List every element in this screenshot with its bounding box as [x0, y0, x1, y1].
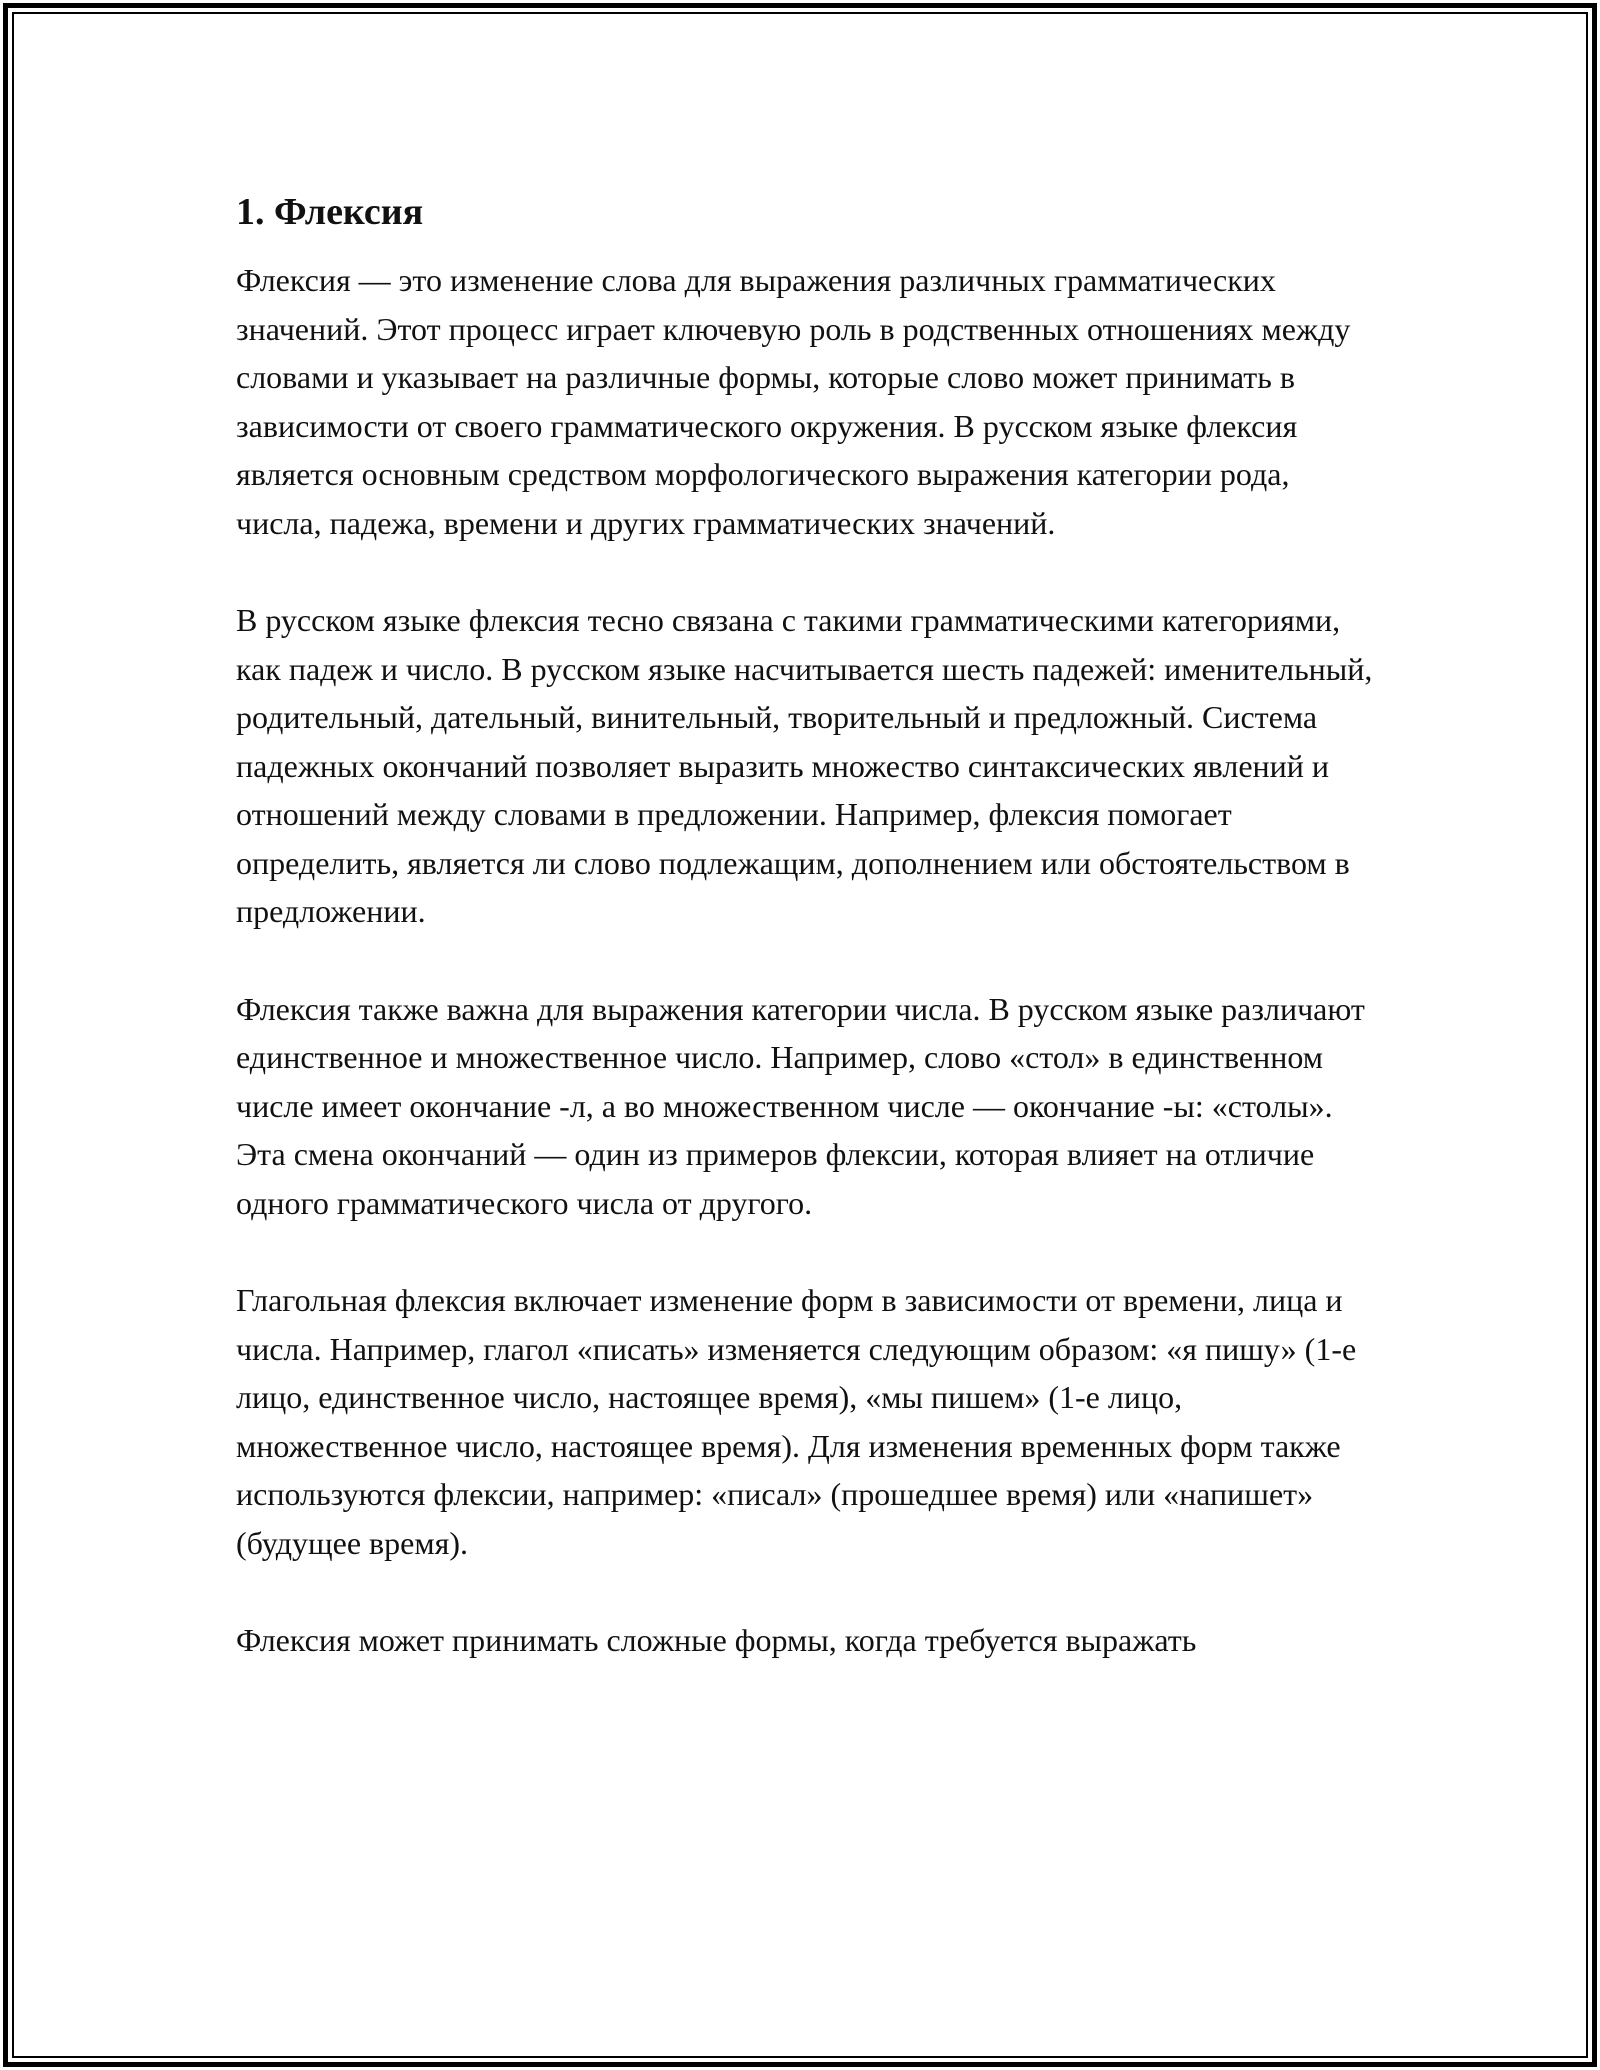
- paragraph-complex-forms: Флексия может принимать сложные формы, когда требуется выражать: [236, 1622, 1197, 1658]
- paragraph-number: Флексия также важна для выражения категории числа. В русском языке различают единственное и множественное число. Например, слово «стол» в единственном числе имеет окончание -л, а во множественном числе — окончание -ы: «столы». Эта смена окончаний — один из примеров флексии, которая влияет на отличие одного грамматического числа от другого.: [236, 990, 1365, 1221]
- document-body: [236, 188, 1376, 1714]
- paragraph-cases: В русском языке флексия тесно связана с такими грамматическими категориями, как падеж и число. В русском языке насчитывается шесть падежей: именительный, родительный, дательный, винительный, творительный и предложный. Система падежных окончаний позволяет выразить множество синтаксических явлений и отношений между словами в предложении. Например, флексия помогает определить, является ли слово подлежащим, дополнением или обстоятельством в предложении.: [236, 602, 1373, 929]
- paragraph-definition: Флексия — это изменение слова для выражения различных грамматических значений. Этот процесс играет ключевую роль в родственных отношениях между словами и указывает на различные формы, которые слово может принимать в зависимости от своего грамматического окружения. В русском языке флексия является основным средством морфологического выражения категории рода, числа, падежа, времени и других грамматических значений.: [236, 262, 1351, 541]
- section-heading: 1. Флексия: [236, 191, 424, 233]
- paragraph-verbs: Глагольная флексия включает изменение форм в зависимости от времени, лица и числа. Например, глагол «писать» изменяется следующим образом: «я пишу» (1-е лицо, единственное число, настоящее время), «мы пишем» (1-е лицо, множественное число, настоящее время). Для изменения временных форм также используются флексии, например: «писал» (прошедшее время) или «напишет» (будущее время).: [236, 1282, 1357, 1561]
